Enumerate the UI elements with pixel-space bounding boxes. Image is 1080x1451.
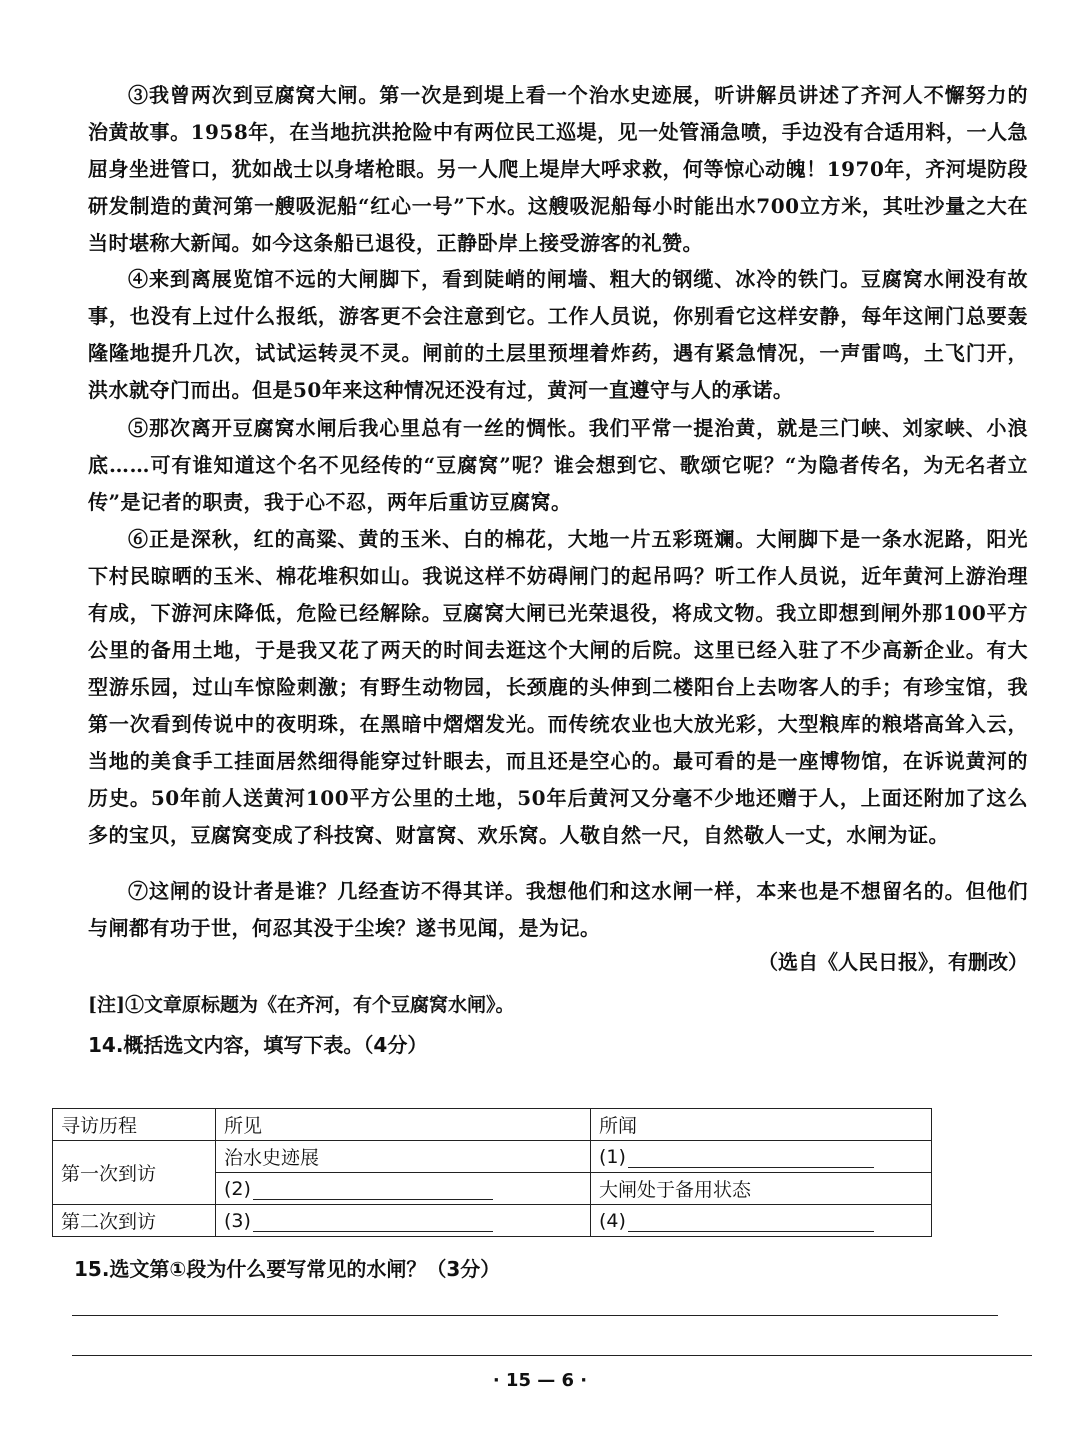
blank-label-1: (1) [599, 1145, 626, 1168]
stage-first-visit: 第一次到访 [53, 1141, 216, 1205]
header-stage: 寻访历程 [53, 1109, 216, 1141]
answer-blank-3[interactable] [253, 1213, 493, 1232]
page-number: · 15 — 6 · [492, 1370, 588, 1391]
heard-blank-1[interactable] [591, 1141, 932, 1173]
answer-blank-2[interactable] [253, 1181, 493, 1200]
heard-second: 大闸处于备用状态 [591, 1173, 932, 1205]
summary-table [52, 1108, 932, 1237]
table-row [53, 1205, 932, 1237]
header-seen: 所见 [216, 1109, 591, 1141]
blank-label-4: (4) [599, 1209, 626, 1232]
blank-label-2: (2) [224, 1177, 251, 1200]
heard-blank-4[interactable] [591, 1205, 932, 1237]
question-14: 14.概括选文内容，填写下表。（4分） [88, 1033, 428, 1057]
paragraph-5: ⑤那次离开豆腐窝水闸后我心里总有一丝的惆怅。我们平常一提治黄，就是三门峡、刘家峡、小浪底……可有谁知道这个名不见经传的“豆腐窝”呢？谁会想到它、歌颂它呢？“为隐者传名，为无名者立传”是记者的职责，我于心不忍，两年后重访豆腐窝。 [88, 416, 1028, 514]
blank-label-3: (3) [224, 1209, 251, 1232]
answer-line[interactable] [72, 1355, 1032, 1356]
source-citation: （选自《人民日报》，有删改） [758, 950, 1028, 974]
seen-blank-3[interactable] [216, 1205, 591, 1237]
answer-line[interactable] [72, 1315, 998, 1316]
seen-blank-2[interactable] [216, 1173, 591, 1205]
answer-blank-1[interactable] [628, 1149, 874, 1168]
paragraph-6: ⑥正是深秋，红的高粱、黄的玉米、白的棉花，大地一片五彩斑斓。大闸脚下是一条水泥路，阳光下村民晾晒的玉米、棉花堆积如山。我说这样不妨碍闸门的起吊吗？听工作人员说，近年黄河上游治理有成，下游河床降低，危险已经解除。豆腐窝大闸已光荣退役，将成文物。我立即想到闸外那100平方公里的备用土地，于是我又花了两天的时间去逛这个大闸的后院。这里已经入驻了不少高新企业。有大型游乐园，过山车惊险刺激；有野生动物园，长颈鹿的头伸到二楼阳台上去吻客人的手；有珍宝馆，我第一次看到传说中的夜明珠，在黑暗中熠熠发光。而传统农业也大放光彩，大型粮库的粮塔高耸入云，当地的美食手工挂面居然细得能穿过针眼去，而且还是空心的。最可看的是一座博物馆，在诉说黄河的历史。50年前人送黄河100平方公里的土地，50年后黄河又分毫不少地还赠于人，上面还附加了这么多的宝贝，豆腐窝变成了科技窝、财富窝、欢乐窝。人敬自然一尺，自然敬人一丈，水闸为证。 [88, 527, 1028, 847]
seen-first: 治水史迹展 [216, 1141, 591, 1173]
table-header-row [53, 1109, 932, 1141]
question-15: 15.选文第①段为什么要写常见的水闸？（3分） [74, 1257, 501, 1281]
paragraph-7: ⑦这闸的设计者是谁？几经查访不得其详。我想他们和这水闸一样，本来也是不想留名的。但他们与闸都有功于世，何忍其没于尘埃？遂书见闻，是为记。 [88, 879, 1028, 940]
footnote: [注]①文章原标题为《在齐河，有个豆腐窝水闸》。 [88, 994, 515, 1016]
paragraph-4: ④来到离展览馆不远的大闸脚下，看到陡峭的闸墙、粗大的钢缆、冰冷的铁门。豆腐窝水闸没有故事，也没有上过什么报纸，游客更不会注意到它。工作人员说，你别看它这样安静，每年这闸门总要轰隆隆地提升几次，试试运转灵不灵。闸前的土层里预埋着炸药，遇有紧急情况，一声雷鸣，土飞门开，洪水就夺门而出。但是50年来这种情况还没有过，黄河一直遵守与人的承诺。 [88, 267, 1028, 402]
table-row [53, 1141, 932, 1173]
header-heard: 所闻 [591, 1109, 932, 1141]
answer-blank-4[interactable] [628, 1213, 874, 1232]
stage-second-visit: 第二次到访 [53, 1205, 216, 1237]
paragraph-3: ③我曾两次到豆腐窝大闸。第一次是到堤上看一个治水史迹展，听讲解员讲述了齐河人不懈努力的治黄故事。1958年，在当地抗洪抢险中有两位民工巡堤，见一处管涌急喷，手边没有合适用料，一人急屈身坐进管口，犹如战士以身堵枪眼。另一人爬上堤岸大呼求救，何等惊心动魄！1970年，齐河堤防段研发制造的黄河第一艘吸泥船“红心一号”下水。这艘吸泥船每小时能出水700立方米，其吐沙量之大在当时堪称大新闻。如今这条船已退役，正静卧岸上接受游客的礼赞。 [88, 83, 1028, 255]
